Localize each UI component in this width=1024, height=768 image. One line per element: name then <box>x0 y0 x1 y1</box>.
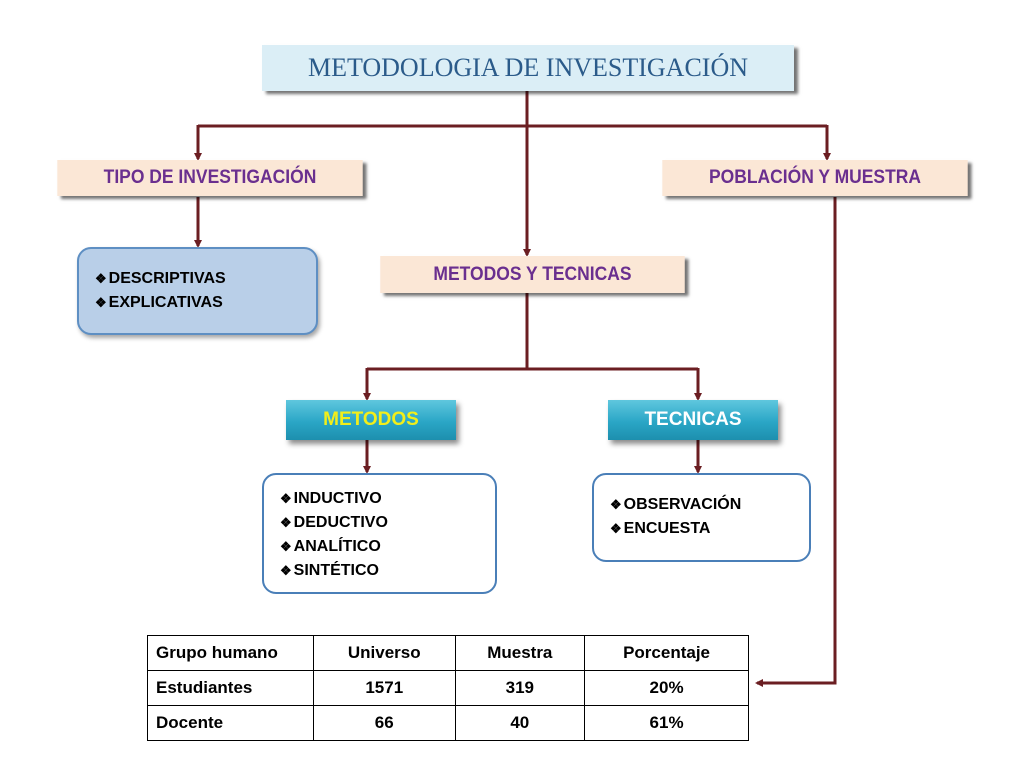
table-cell: 40 <box>455 706 585 741</box>
table-header-cell: Porcentaje <box>585 636 749 671</box>
list-tipo-investigacion <box>77 247 318 335</box>
node-metodos: METODOS <box>286 400 456 440</box>
list-item: ❖ DESCRIPTIVAS <box>95 270 226 287</box>
table-header-cell: Universo <box>314 636 456 671</box>
diamond-bullet-icon: ❖ <box>95 295 107 310</box>
list-tecnicas <box>592 473 811 562</box>
category-tipo-investigacion: TIPO DE INVESTIGACIÓN <box>57 160 362 196</box>
list-item: ❖ DEDUCTIVO <box>280 514 388 531</box>
list-item: ❖ SINTÉTICO <box>280 562 379 579</box>
sample-table <box>147 635 749 741</box>
table-cell: Estudiantes <box>148 671 314 706</box>
list-item: ❖ ANALÍTICO <box>280 538 381 555</box>
diamond-bullet-icon: ❖ <box>610 521 622 536</box>
diamond-bullet-icon: ❖ <box>610 497 622 512</box>
diamond-bullet-icon: ❖ <box>280 539 292 554</box>
connector-poblacion-to-table <box>757 197 835 683</box>
table-cell: 319 <box>455 671 585 706</box>
table-cell: Docente <box>148 706 314 741</box>
table-cell: 61% <box>585 706 749 741</box>
list-item: ❖ OBSERVACIÓN <box>610 496 742 513</box>
diagram-title: METODOLOGIA DE INVESTIGACIÓN <box>262 45 794 91</box>
list-item: ❖ ENCUESTA <box>610 520 711 537</box>
list-metodos <box>262 473 497 594</box>
list-item: ❖ EXPLICATIVAS <box>95 294 223 311</box>
list-item: ❖ INDUCTIVO <box>280 490 382 507</box>
node-tecnicas: TECNICAS <box>608 400 778 440</box>
table-row <box>148 671 749 706</box>
table-header-row <box>148 636 749 671</box>
diamond-bullet-icon: ❖ <box>95 271 107 286</box>
category-poblacion-muestra: POBLACIÓN Y MUESTRA <box>662 160 967 196</box>
table-header-cell: Muestra <box>455 636 585 671</box>
diamond-bullet-icon: ❖ <box>280 515 292 530</box>
diamond-bullet-icon: ❖ <box>280 491 292 506</box>
table-cell: 20% <box>585 671 749 706</box>
table-header-cell: Grupo humano <box>148 636 314 671</box>
category-metodos-tecnicas: METODOS Y TECNICAS <box>380 256 685 293</box>
diamond-bullet-icon: ❖ <box>280 563 292 578</box>
table-row <box>148 706 749 741</box>
table-cell: 1571 <box>314 671 456 706</box>
table-cell: 66 <box>314 706 456 741</box>
